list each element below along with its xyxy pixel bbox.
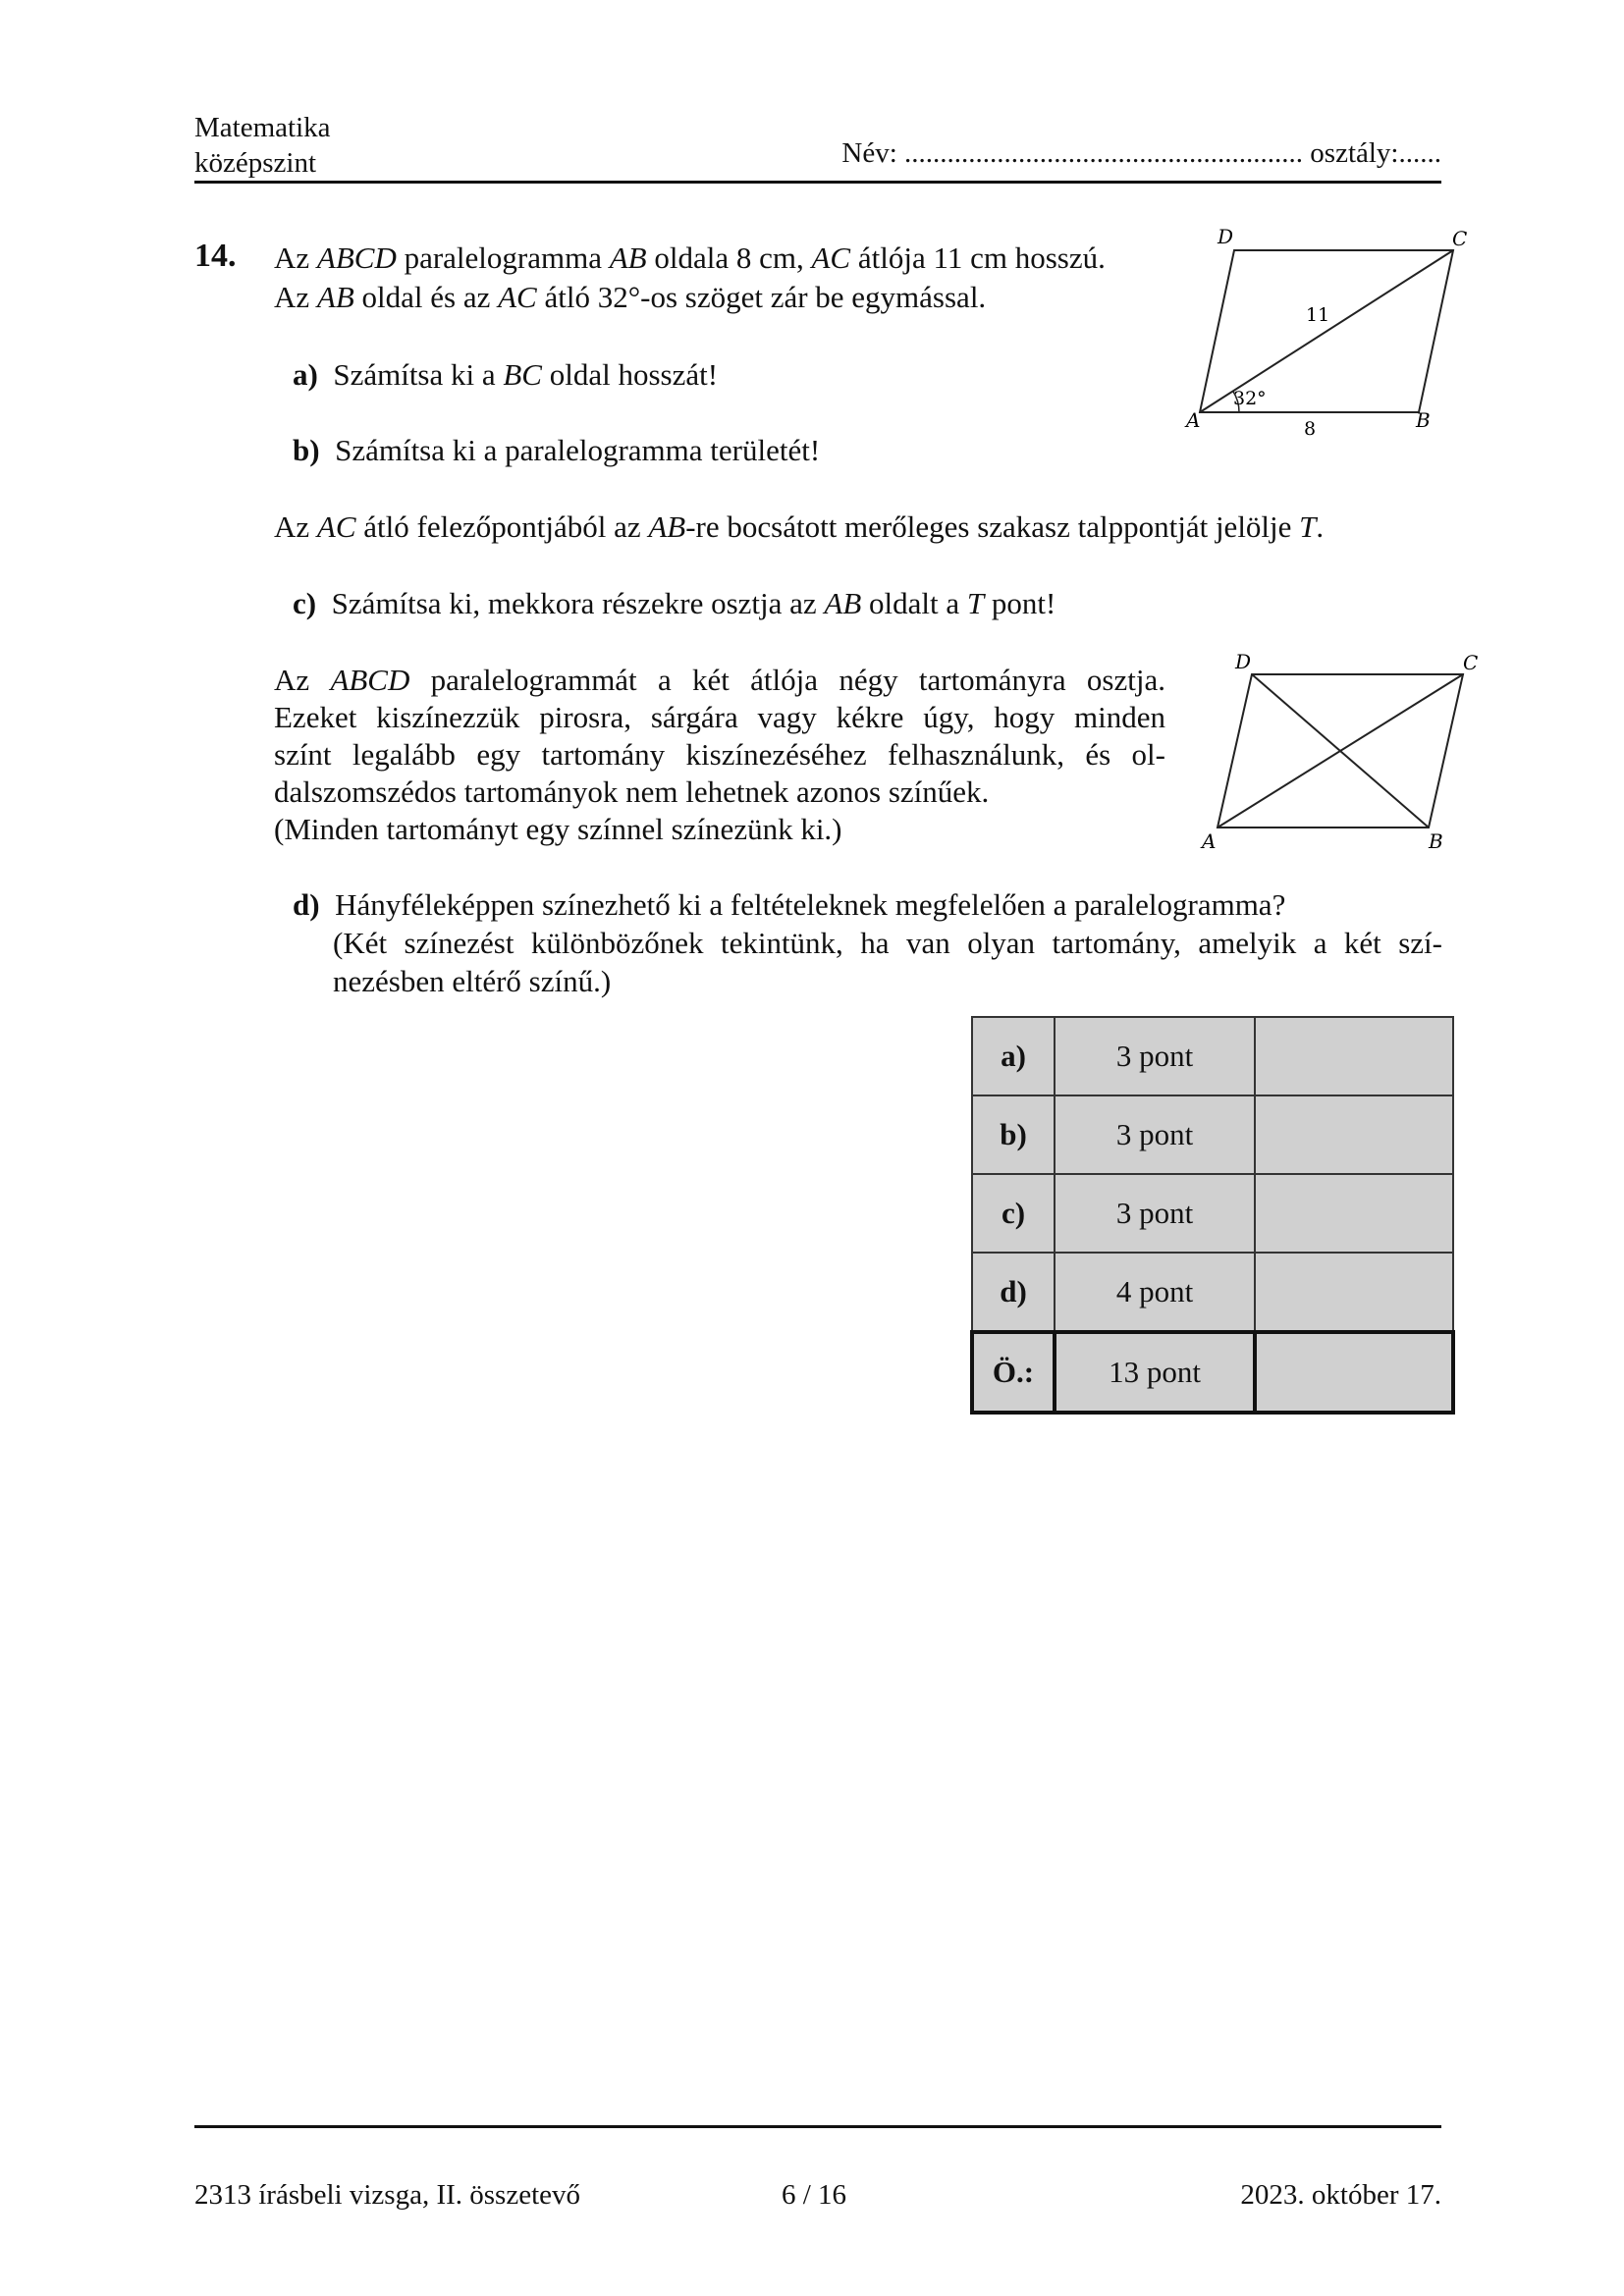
score-row-total — [972, 1332, 1453, 1413]
intro-line-1: Az ABCD paralelogramma AB oldala 8 cm, AC átlója 11 cm hosszú. — [274, 240, 1106, 275]
coloring-line-3: színt legalább egy tartomány kiszínezéséhez felhasználunk, és ol- — [274, 737, 1165, 772]
diag2-vertex-a: A — [1202, 829, 1217, 853]
coloring-paragraph — [274, 662, 1165, 848]
score-points: 3 pont — [1055, 1017, 1255, 1095]
parallelogram-diagram-2 — [1188, 648, 1492, 854]
part-b: b) Számítsa ki a paralelogramma területét! — [293, 433, 821, 467]
score-part: b) — [972, 1095, 1055, 1174]
part-a: a) Számítsa ki a BC oldal hosszát! — [293, 357, 719, 392]
part-d: d) Hányféleképpen színezhető ki a feltételeknek megfelelően a paralelogramma? — [293, 887, 1286, 922]
part-c-label: c) — [293, 586, 317, 620]
score-earned-cell[interactable] — [1255, 1017, 1453, 1095]
intro-line-2: Az AB oldal és az AC átló 32°-os szöget zár be egymással. — [274, 280, 987, 314]
coloring-line-5: (Minden tartományt egy színnel színezünk ki.) — [274, 812, 842, 846]
score-total-label: Ö.: — [972, 1332, 1055, 1413]
parallelogram-diagram-1 — [1168, 221, 1492, 442]
score-row-d — [972, 1253, 1453, 1332]
subject-line2: középszint — [194, 147, 317, 179]
subject-title — [194, 110, 331, 181]
problem-number: 14. — [194, 238, 237, 274]
diag1-vertex-a: A — [1186, 408, 1201, 432]
part-c: c) Számítsa ki, mekkora részekre osztja az AB oldalt a T pont! — [293, 586, 1056, 620]
score-part: a) — [972, 1017, 1055, 1095]
score-row-b — [972, 1095, 1453, 1174]
diag1-side-label: 8 — [1304, 418, 1317, 440]
score-row-a — [972, 1017, 1453, 1095]
diag2-vertex-c: C — [1463, 651, 1479, 674]
part-d-label: d) — [293, 887, 320, 922]
score-earned-cell[interactable] — [1255, 1174, 1453, 1253]
diag2-vertex-d: D — [1235, 650, 1252, 673]
coloring-line-1: Az ABCD paralelogrammát a két átlója négy tartományra osztja. — [274, 663, 1165, 697]
page-number: 6 / 16 — [782, 2179, 847, 2211]
score-points: 4 pont — [1055, 1253, 1255, 1332]
header-rule — [194, 181, 1441, 184]
coloring-line-2: Ezeket kiszínezzük pirosra, sárgára vagy kékre úgy, hogy minden — [274, 700, 1165, 734]
diag1-vertex-c: C — [1452, 227, 1468, 250]
score-earned-cell[interactable] — [1255, 1253, 1453, 1332]
score-part: d) — [972, 1253, 1055, 1332]
score-points: 3 pont — [1055, 1174, 1255, 1253]
score-earned-cell[interactable] — [1255, 1095, 1453, 1174]
diag1-vertex-d: D — [1218, 225, 1234, 248]
score-table — [970, 1016, 1455, 1415]
footer-date: 2023. október 17. — [1240, 2179, 1441, 2211]
score-total-earned-cell[interactable] — [1255, 1332, 1453, 1413]
name-class-field: Név: ........................................................ osztály:...... — [841, 137, 1441, 169]
score-points: 3 pont — [1055, 1095, 1255, 1174]
footer-rule — [194, 2125, 1441, 2128]
score-row-c — [972, 1174, 1453, 1253]
score-part: c) — [972, 1174, 1055, 1253]
coloring-line-4: dalszomszédos tartományok nem lehetnek azonos színűek. — [274, 774, 990, 809]
diag1-angle-label: 32° — [1233, 388, 1267, 409]
diag1-diagonal-label: 11 — [1306, 304, 1330, 326]
diag1-vertex-b: B — [1416, 408, 1431, 432]
footer-exam-info: 2313 írásbeli vizsga, II. összetevő — [194, 2179, 581, 2211]
part-a-label: a) — [293, 357, 318, 392]
subject-line1: Matematika — [194, 112, 331, 143]
score-total-points: 13 pont — [1055, 1332, 1255, 1413]
part-d-line-3: nezésben eltérő színű.) — [333, 964, 612, 998]
diag2-vertex-b: B — [1429, 829, 1443, 853]
part-b-label: b) — [293, 433, 320, 467]
part-d-line-2: (Két színezést különbözőnek tekintünk, ha van olyan tartomány, amelyik a két szí- — [333, 926, 1442, 960]
t-definition: Az AC átló felezőpontjából az AB-re bocsátott merőleges szakasz talppontját jelölje T. — [274, 509, 1325, 544]
